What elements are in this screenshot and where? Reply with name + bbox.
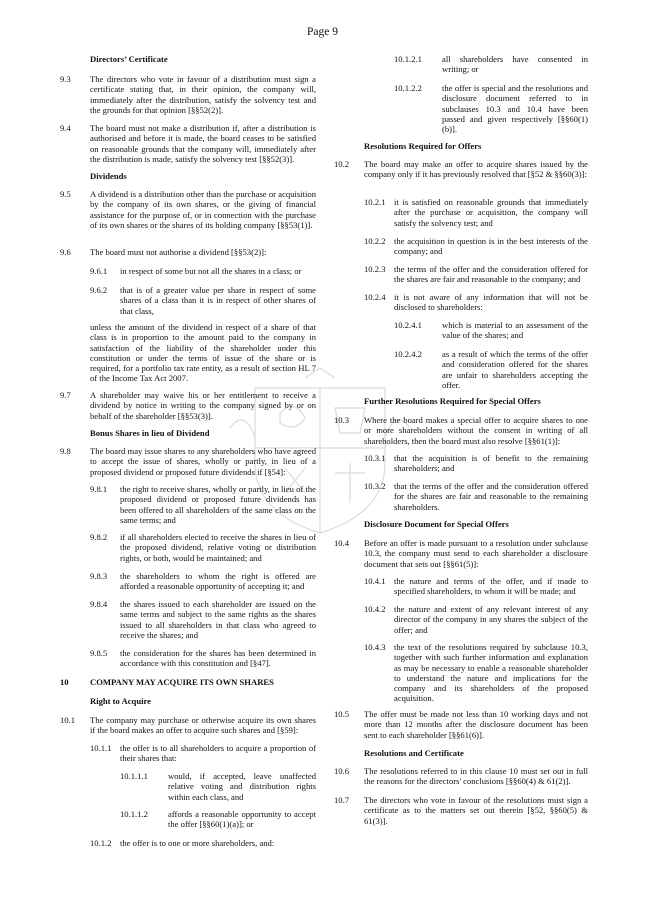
clause-paragraph	[334, 453, 588, 474]
clause-number: 9.8.5	[90, 648, 108, 658]
clause-paragraph	[334, 576, 588, 597]
clause-text: The board must not authorise a dividend [§§53(2)]:	[90, 247, 267, 257]
clause-number: 9.6.2	[90, 285, 108, 295]
clause-number: 10.1.1.1	[120, 771, 148, 781]
clause-text: the shareholders to whom the right is offered are afforded a reasonable opportunity of accepting it; and	[120, 571, 316, 592]
clause-text: COMPANY MAY ACQUIRE ITS OWN SHARES	[90, 677, 274, 687]
clause-paragraph	[334, 481, 588, 512]
heading-text: Disclosure Document for Special Offers	[364, 519, 509, 529]
clause-text: The offer must be made not less than 10 working days and not more than 12 months after the disclosure document has been sent to each shareholder [§§61(6)].	[364, 709, 588, 740]
clause-text: the offer is to one or more shareholders, and:	[120, 838, 275, 848]
section-heading	[334, 141, 588, 151]
clause-number: 10.4.1	[364, 576, 386, 586]
clause-paragraph	[60, 247, 316, 257]
clause-paragraph	[60, 715, 316, 736]
clause-number: 9.7	[60, 390, 71, 400]
clause-number: 10.2.3	[364, 264, 386, 274]
heading-text: Resolutions Required for Offers	[364, 141, 482, 151]
clause-paragraph	[334, 795, 588, 826]
clause-text: it is not aware of any information that will not be disclosed to shareholders:	[394, 292, 588, 313]
clause-text: in respect of some but not all the shares in a class; or	[120, 266, 302, 276]
clause-text: that the acquisition is of benefit to the remaining shareholders; and	[394, 453, 588, 474]
clause-text: it is satisfied on reasonable grounds that immediately after the purchase or acquisition, the company will satisfy the solvency test; and	[394, 197, 588, 228]
section-heading	[334, 396, 588, 406]
clause-number: 10.5	[334, 709, 350, 719]
clause-number: 9.3	[60, 74, 71, 84]
clause-paragraph	[60, 599, 316, 640]
clause-paragraph	[334, 292, 588, 313]
clause-number: 10.2.4.2	[394, 349, 422, 359]
section-heading	[334, 519, 588, 529]
clause-number: 9.4	[60, 123, 71, 133]
clause-paragraph	[60, 571, 316, 592]
clause-number: 10.2.4.1	[394, 320, 422, 330]
clause-text: the nature and extent of any relevant interest of any director of the company in any shares the subject of the offer; and	[394, 604, 588, 635]
clause-paragraph	[334, 415, 588, 446]
clause-paragraph	[60, 446, 316, 477]
clause-paragraph	[60, 285, 316, 316]
section-heading	[60, 696, 316, 706]
clause-text: that is of a greater value per share in respect of some shares of a class than it is in respect of other shares of that class,	[120, 285, 316, 316]
clause-number: 9.6.1	[90, 266, 108, 276]
clause-paragraph	[334, 766, 588, 787]
clause-paragraph	[60, 743, 316, 764]
page-number: Page 9	[307, 26, 338, 38]
heading-text: Dividends	[90, 171, 127, 181]
section-heading	[334, 748, 588, 758]
clause-text: affords a reasonable opportunity to accept the offer [§§60(1)(a)]; or	[168, 809, 316, 830]
clause-number: 10	[60, 677, 69, 687]
clause-paragraph	[60, 532, 316, 563]
clause-text: the acquisition in question is in the best interests of the company; and	[394, 236, 588, 257]
clause-text: Before an offer is made pursuant to a resolution under subclause 10.3, the company must send to each shareholder a disclosure document that sets out [§§61(5)]:	[364, 538, 588, 569]
clause-text: The board may make an offer to acquire shares issued by the company only if it has previously resolved that [§52 & §§60(3)]:	[364, 159, 588, 180]
clause-text: The company may purchase or otherwise acquire its own shares if the board makes an offer to acquire such shares and [§59]:	[90, 715, 316, 736]
clause-paragraph	[60, 74, 316, 115]
clause-text: the consideration for the shares has been determined in accordance with this constitution and [§47].	[120, 648, 316, 669]
clause-text: the nature and terms of the offer, and if made to specified shareholders, to whom it will be made; and	[394, 576, 588, 597]
clause-number: 9.8	[60, 446, 71, 456]
clause-text: A dividend is a distribution other than the purchase or acquisition by the company of its own shares, or the giving of financial assistance for the purpose of, or in connection with the purchase of its own shares or the shares of its holding company [§§53(1)].	[90, 189, 316, 230]
clause-paragraph	[334, 604, 588, 635]
clause-text: the right to receive shares, wholly or partly, in lieu of the proposed dividend or proposed future dividends has been offered to all shareholders of the same class on the same terms; and	[120, 484, 316, 525]
clause-paragraph	[334, 642, 588, 704]
clause-paragraph	[60, 123, 316, 164]
clause-number: 10.4.3	[364, 642, 386, 652]
clause-paragraph	[60, 809, 316, 830]
clause-number: 10.2.1	[364, 197, 386, 207]
clause-paragraph	[60, 390, 316, 421]
clause-paragraph	[60, 771, 316, 802]
clause-paragraph	[60, 648, 316, 669]
heading-text: Bonus Shares in lieu of Dividend	[90, 428, 210, 438]
clause-number: 9.8.1	[90, 484, 108, 494]
clause-text: A shareholder may waive his or her entitlement to receive a dividend by notice in writing to the company signed by or on behalf of the shareholder [§§53(3)].	[90, 390, 316, 421]
clause-text: as a result of which the terms of the offer and consideration offered for the shares are unfair to shareholders accepting the offer.	[442, 349, 588, 390]
clause-number: 10.7	[334, 795, 350, 805]
clause-number: 10.6	[334, 766, 350, 776]
heading-text: Right to Acquire	[90, 696, 151, 706]
clause-text: unless the amount of the dividend in respect of a share of that class is in proportion to the amount paid to the company in satisfaction of the liability of the shareholder under this constitution or under the terms of issue of the share or is required, for a portfolio tax rate entity, as a result of section HL 7 of the Income Tax Act 2007.	[90, 322, 316, 384]
clause-number: 10.4.2	[364, 604, 386, 614]
clause-number: 9.8.2	[90, 532, 108, 542]
clause-text: the offer is special and the resolutions and disclosure document referred to in subclauses 10.3 and 10.4 have been passed and given respectively [§§60(1)(b)].	[442, 83, 588, 135]
clause-number: 10.3	[334, 415, 350, 425]
clause-number: 10.3.2	[364, 481, 386, 491]
heading-text: Resolutions and Certificate	[364, 748, 464, 758]
clause-paragraph	[334, 349, 588, 390]
clause-paragraph	[334, 709, 588, 740]
clause-number: 10.2	[334, 159, 350, 169]
heading-text: Directors’ Certificate	[90, 54, 168, 64]
clause-text: if all shareholders elected to receive the shares in lieu of the proposed dividend, relative voting or distribution rights, or both, would be maintained; and	[120, 532, 316, 563]
clause-text: The directors who vote in favour of a distribution must sign a certificate stating that, in their opinion, the company will, immediately after the distribution, satisfy the solvency test and the grounds for that opinion [§§52(2)].	[90, 74, 316, 115]
clause-paragraph	[334, 159, 588, 180]
clause-text: The directors who vote in favour of the resolutions must sign a certificate as to the matters set out therein [§52, §§60(5) & 61(3)].	[364, 795, 588, 826]
clause-number: 9.8.4	[90, 599, 108, 609]
clause-number: 9.5	[60, 189, 71, 199]
clause-number: 10.1.1.2	[120, 809, 148, 819]
clause-paragraph	[334, 197, 588, 228]
clause-text: would, if accepted, leave unaffected relative voting and distribution rights within each class, and	[168, 771, 316, 802]
heading-text: Further Resolutions Required for Special Offers	[364, 396, 541, 406]
clause-number: 9.8.3	[90, 571, 108, 581]
clause-paragraph	[60, 266, 316, 276]
clause-paragraph	[60, 189, 316, 230]
section-heading	[60, 428, 316, 438]
clause-number: 10.2.2	[364, 236, 386, 246]
clause-number: 10.3.1	[364, 453, 386, 463]
clause-text: that the terms of the offer and the consideration offered for the shares are fair and reasonable to the remaining shareholders.	[394, 481, 588, 512]
clause-text: Where the board makes a special offer to acquire shares to one or more shareholders without the consent in writing of all shareholders, then the board must also resolve [§§61(1)]:	[364, 415, 588, 446]
clause-text: the offer is to all shareholders to acquire a proportion of their shares that:	[120, 743, 316, 764]
clause-heading	[60, 677, 316, 687]
section-heading	[60, 171, 316, 181]
section-heading	[60, 54, 316, 64]
clause-text: The board must not make a distribution if, after a distribution is authorised and before it is made, the board ceases to be satisfied on reasonable grounds that the company will, immediately after the distribution is made, satisfy the solvency test [§§52(3)].	[90, 123, 316, 164]
clause-text: the text of the resolutions required by subclause 10.3, together with such further information and explanation as may be necessary to enable a reasonable shareholder to understand the nature and implications for the company and its shareholders of the proposed acquisition.	[394, 642, 588, 704]
clause-number: 10.1.2	[90, 838, 112, 848]
clause-paragraph	[334, 264, 588, 285]
clause-paragraph	[334, 320, 588, 341]
clause-paragraph	[334, 538, 588, 569]
clause-text: The resolutions referred to in this clause 10 must set out in full the reasons for the directors' conclusions [§§60(4) & 61(2)].	[364, 766, 588, 787]
clause-number: 10.2.4	[364, 292, 386, 302]
clause-text: The board may issue shares to any shareholders who have agreed to accept the issue of shares, wholly or partly, in lieu of a proposed dividend or proposed future dividends if [§54]:	[90, 446, 316, 477]
clause-paragraph	[60, 484, 316, 525]
clause-number: 10.1	[60, 715, 76, 725]
clause-text: which is material to an assessment of the value of the shares; and	[442, 320, 588, 341]
clause-paragraph	[60, 322, 316, 384]
clause-number: 10.1.2.1	[394, 54, 422, 64]
clause-paragraph	[334, 236, 588, 257]
clause-number: 9.6	[60, 247, 71, 257]
clause-number: 10.1.1	[90, 743, 112, 753]
clause-number: 10.1.2.2	[394, 83, 422, 93]
clause-text: the terms of the offer and the consideration offered for the shares are fair and reasonable to the company; and	[394, 264, 588, 285]
clause-paragraph	[334, 83, 588, 134]
clause-paragraph	[60, 838, 316, 848]
clause-number: 10.4	[334, 538, 350, 548]
clause-text: the shares issued to each shareholder are issued on the same terms and subject to the same rights as the shares issued to all shareholders in that class who agreed to receive the shares; and	[120, 599, 316, 640]
clause-text: all shareholders have consented in writing; or	[442, 54, 588, 75]
clause-paragraph	[334, 54, 588, 75]
